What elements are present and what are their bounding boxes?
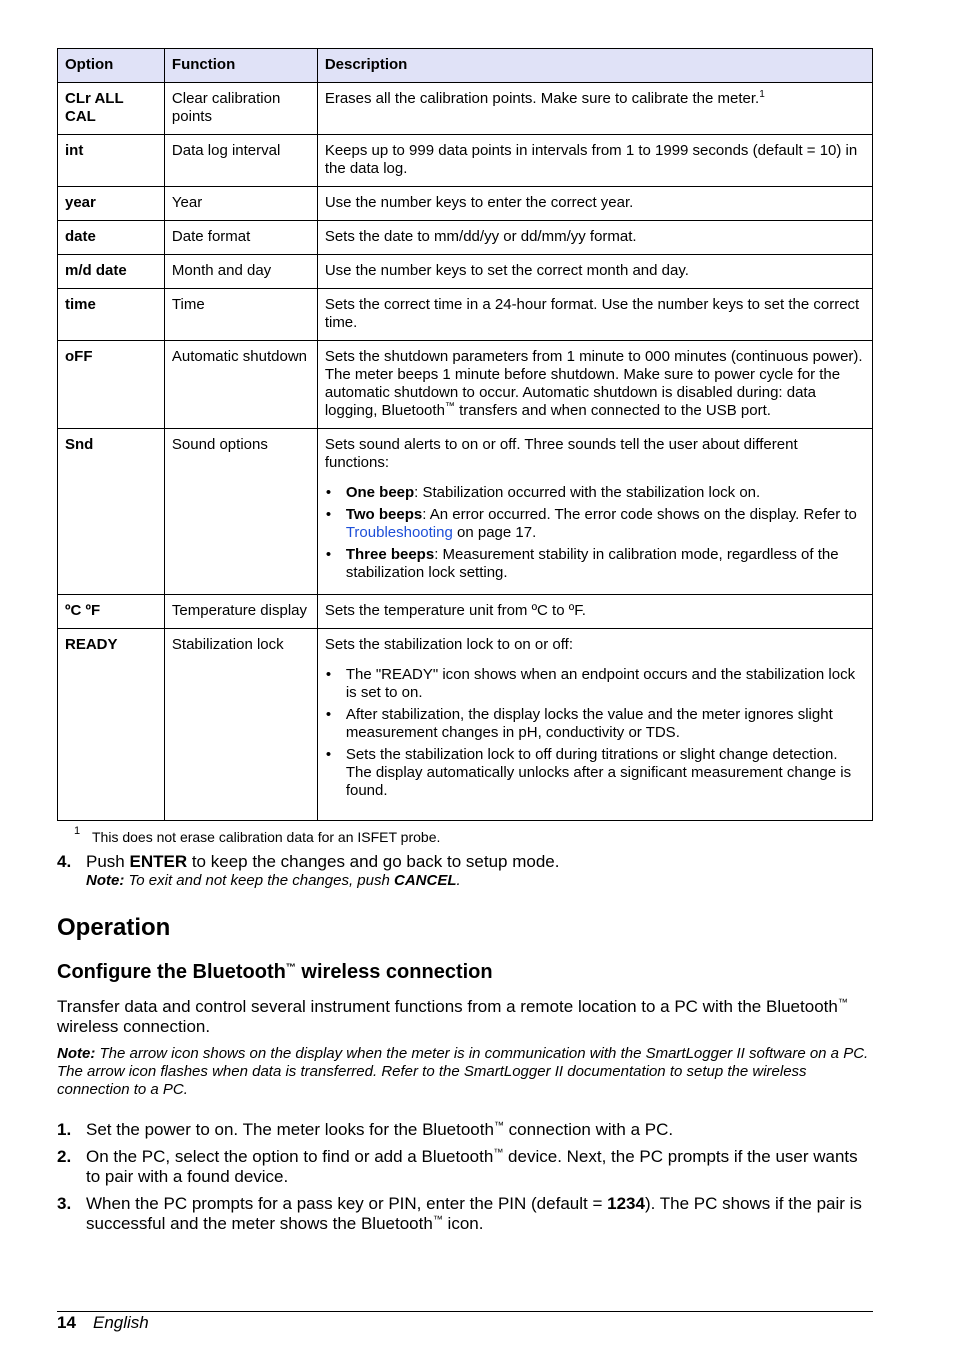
description-cell: Sets sound alerts to on or off. Three sounds tell the user about different functions: • One beep: Stabilization occurred with the stabilization lock on. • Two beeps: An error occurred. The error code shows on the display. Refer to Troubleshooting on page 17. • Three beeps: Measurement stability in calibration mode, regardless of the stabilization lock setting. [317, 429, 872, 595]
table-row [58, 187, 873, 221]
table-row [58, 429, 873, 595]
function-cell: Date format [164, 221, 317, 255]
description-cell: Sets the temperature unit from ºC to ºF. [317, 595, 872, 629]
list-item: • The "READY" icon shows when an endpoint occurs and the stabilization lock is set to on. [325, 666, 865, 702]
option-cell: oFF [58, 341, 165, 429]
list-item: • One beep: Stabilization occurred with the stabilization lock on. [325, 484, 865, 502]
stabilization-list [325, 666, 865, 800]
intro-paragraph: Transfer data and control several instrument functions from a remote location to a PC with the Bluetooth™ wireless connection. [57, 997, 848, 1036]
table-row [58, 83, 873, 135]
page-footer [57, 1311, 873, 1332]
description-cell: Use the number keys to enter the correct year. [317, 187, 872, 221]
footer-language: English [93, 1313, 149, 1332]
description-cell: Sets the correct time in a 24-hour format. Use the number keys to set the correct time. [317, 289, 872, 341]
step-4: 4. Push ENTER to keep the changes and go back to setup mode. Note: To exit and not keep the changes, push CANCEL. [57, 852, 873, 890]
section-title: Operation [57, 914, 171, 941]
description-cell: Sets the date to mm/dd/yy or dd/mm/yy format. [317, 221, 872, 255]
table-row [58, 221, 873, 255]
function-cell: Time [164, 289, 317, 341]
section-note: Note: The arrow icon shows on the display when the meter is in communication with the SmartLogger II software on a PC. The arrow icon flashes when data is transferred. Refer to the SmartLogger II documentation to setup the wireless connection to a PC. [57, 1045, 869, 1098]
footnote-ref: 1 [759, 89, 765, 100]
table-row [58, 629, 873, 821]
function-cell: Temperature display [164, 595, 317, 629]
step-3: 3. When the PC prompts for a pass key or PIN, enter the PIN (default = 1234). The PC shows if the pair is successful and the meter shows the Bluetooth™ icon. [57, 1194, 862, 1233]
description-cell: Keeps up to 999 data points in intervals from 1 to 1999 seconds (default = 10) in the data log. [317, 135, 872, 187]
option-cell: m/d date [58, 255, 165, 289]
table-row [58, 135, 873, 187]
list-item: • Three beeps: Measurement stability in calibration mode, regardless of the stabilization lock setting. [325, 546, 865, 582]
description-cell: Erases all the calibration points. Make sure to calibrate the meter.$^1$ [317, 83, 872, 135]
list-item: • Two beeps: An error occurred. The error code shows on the display. Refer to Troubleshooting on page 17. [325, 506, 865, 542]
table-footnote: 1 This does not erase calibration data for an ISFET probe. [74, 825, 441, 845]
option-cell: ºC ºF [58, 595, 165, 629]
list-item: • After stabilization, the display locks the value and the meter ignores slight measurement changes in pH, conductivity or TDS. [325, 706, 865, 742]
description-cell: Use the number keys to set the correct month and day. [317, 255, 872, 289]
option-cell: time [58, 289, 165, 341]
list-item: • Sets the stabilization lock to off during titrations or slight change detection. The display automatically unlocks after a significant measurement change is found. [325, 746, 865, 800]
option-cell: int [58, 135, 165, 187]
header-function: Function [164, 49, 317, 83]
table-header-row [58, 49, 873, 83]
option-cell: Snd [58, 429, 165, 595]
troubleshooting-link[interactable]: Troubleshooting [345, 524, 453, 541]
function-cell: Stabilization lock [164, 629, 317, 821]
page-number: 14 [57, 1313, 76, 1332]
option-cell: CLr ALL CAL [58, 83, 165, 135]
header-option: Option [58, 49, 165, 83]
step-2: 2. On the PC, select the option to find or add a Bluetooth™ device. Next, the PC prompts if the user wants to pair with a found device. [57, 1147, 858, 1186]
table-row [58, 341, 873, 429]
function-cell: Year [164, 187, 317, 221]
option-cell: date [58, 221, 165, 255]
subsection-title: Configure the Bluetooth™ wireless connection [57, 961, 493, 983]
step-note: Note: To exit and not keep the changes, push CANCEL. [86, 872, 461, 889]
table-row [58, 595, 873, 629]
sound-options-list [325, 484, 865, 582]
function-cell: Automatic shutdown [164, 341, 317, 429]
step-1: 1. Set the power to on. The meter looks for the Bluetooth™ connection with a PC. [57, 1120, 674, 1139]
description-cell: Sets the shutdown parameters from 1 minute to 000 minutes (continuous power). The meter beeps 1 minute before shutdown. Make sure to power cycle for the automatic shutdown to occur. Automatic shutdown is disabled during: data logging, Bluetooth™ transfers and when connected to the USB port. [317, 341, 872, 429]
table-row [58, 255, 873, 289]
function-cell: Data log interval [164, 135, 317, 187]
options-table [57, 48, 873, 821]
function-cell: Sound options [164, 429, 317, 595]
header-description: Description [317, 49, 872, 83]
table-row [58, 289, 873, 341]
option-cell: READY [58, 629, 165, 821]
function-cell: Month and day [164, 255, 317, 289]
page-content [57, 48, 873, 1234]
option-cell: year [58, 187, 165, 221]
function-cell: Clear calibration points [164, 83, 317, 135]
description-cell: Sets the stabilization lock to on or off: • The "READY" icon shows when an endpoint occurs and the stabilization lock is set to on. • After stabilization, the display locks the value and the meter ignores slight measurement changes in pH, conductivity or TDS. • Sets the stabilization lock to off during titrations or slight change detection. The display automatically unlocks after a significant measurement change is found. [317, 629, 872, 821]
